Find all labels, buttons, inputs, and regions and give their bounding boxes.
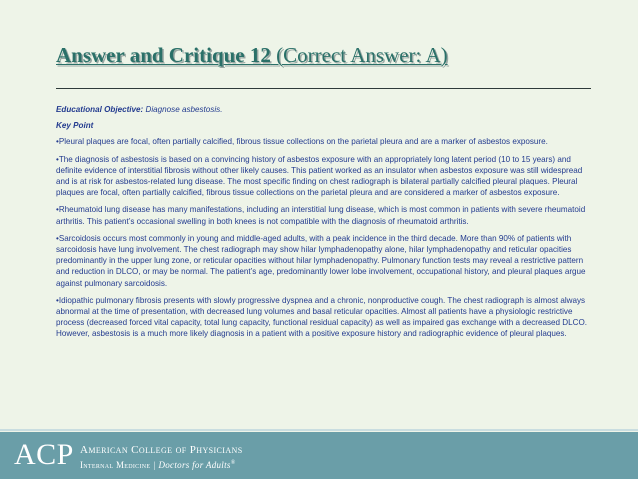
trademark-symbol: ® [230,460,236,466]
tagline-internal-medicine: Internal Medicine [80,460,151,470]
title-main: Answer and Critique 12 [56,43,271,67]
slide-content [56,104,590,346]
org-name-text: American College of Physicians [80,444,243,456]
title-divider [56,88,591,89]
footer-divider [0,429,638,431]
acp-logo: ACP [14,438,74,471]
tagline-doctors: Doctors for Adults [158,460,231,470]
key-point-label: Key Point [56,121,94,131]
paragraph-sarcoidosis: •Sarcoidosis occurs most commonly in young and middle-aged adults, with a peak incidence in the third decade. More than 90% of patients with sarcoidosis have lung involvement. The chest radiograph may show hilar lymphadenopathy alone, hilar lymphadenopathy and reticular opacities predominantly in the upper lung zone, or reticular opacities without hilar lymphadenopathy. Pulmonary function tests may reveal a restrictive pattern and reduction in DLCO, or may be normal. The patient’s age, predominantly lower lobe involvement, occupational history, and pleural plaques argue against pulmonary sarcoidosis. [56,233,586,288]
paragraph-asbestosis: •The diagnosis of asbestosis is based on a convincing history of asbestos exposure with an appropriately long latent period (10 to 15 years) and definite evidence of interstitial fibrosis without other likely causes. This patient worked as an insulator when asbestos exposure was still widespread and is at risk for asbestos-related lung disease. The most specific finding on chest radiograph is bilateral partially calcified pleural plaques. Pleural plaques are focal, often partially calcified, fibrous tissue collections on the parietal pleura and are considered a marker of asbestos exposure. [56,154,583,198]
objective-label: Educational Objective: [56,105,144,114]
title-answer: (Correct Answer: A) [270,43,448,67]
org-name [80,443,243,457]
educational-objective [56,104,590,115]
tagline-separator: | [153,460,156,470]
org-tagline [80,457,236,471]
paragraph-pleural-plaques: •Pleural plaques are focal, often partially calcified, fibrous tissue collections on the parietal pleura and are a marker of asbestos exposure. [56,137,548,147]
slide-title [56,42,616,68]
paragraph-ipf: •Idiopathic pulmonary fibrosis presents with slowly progressive dyspnea and a chronic, nonproductive cough. The chest radiograph is almost always abnormal at the time of presentation, with decreased lung volumes and basal reticular opacities. Almost all patients have a physiologic restrictive process (decreased forced vital capacity, total lung capacity, functional residual capacity) as well as impaired gas exchange with a decreased DLCO. However, asbestosis is a much more likely diagnosis in a patient with a positive exposure history and radiographic evidence of pleural plaques. [56,295,588,339]
paragraph-rheumatoid: •Rheumatoid lung disease has many manifestations, including an interstitial lung disease, which is most common in patients with severe rheumatoid arthritis. This patient’s occasional swelling in both knees is not compatible with the diagnosis of rheumatoid arthritis. [56,205,586,226]
objective-text: Diagnose asbestosis. [143,105,223,114]
